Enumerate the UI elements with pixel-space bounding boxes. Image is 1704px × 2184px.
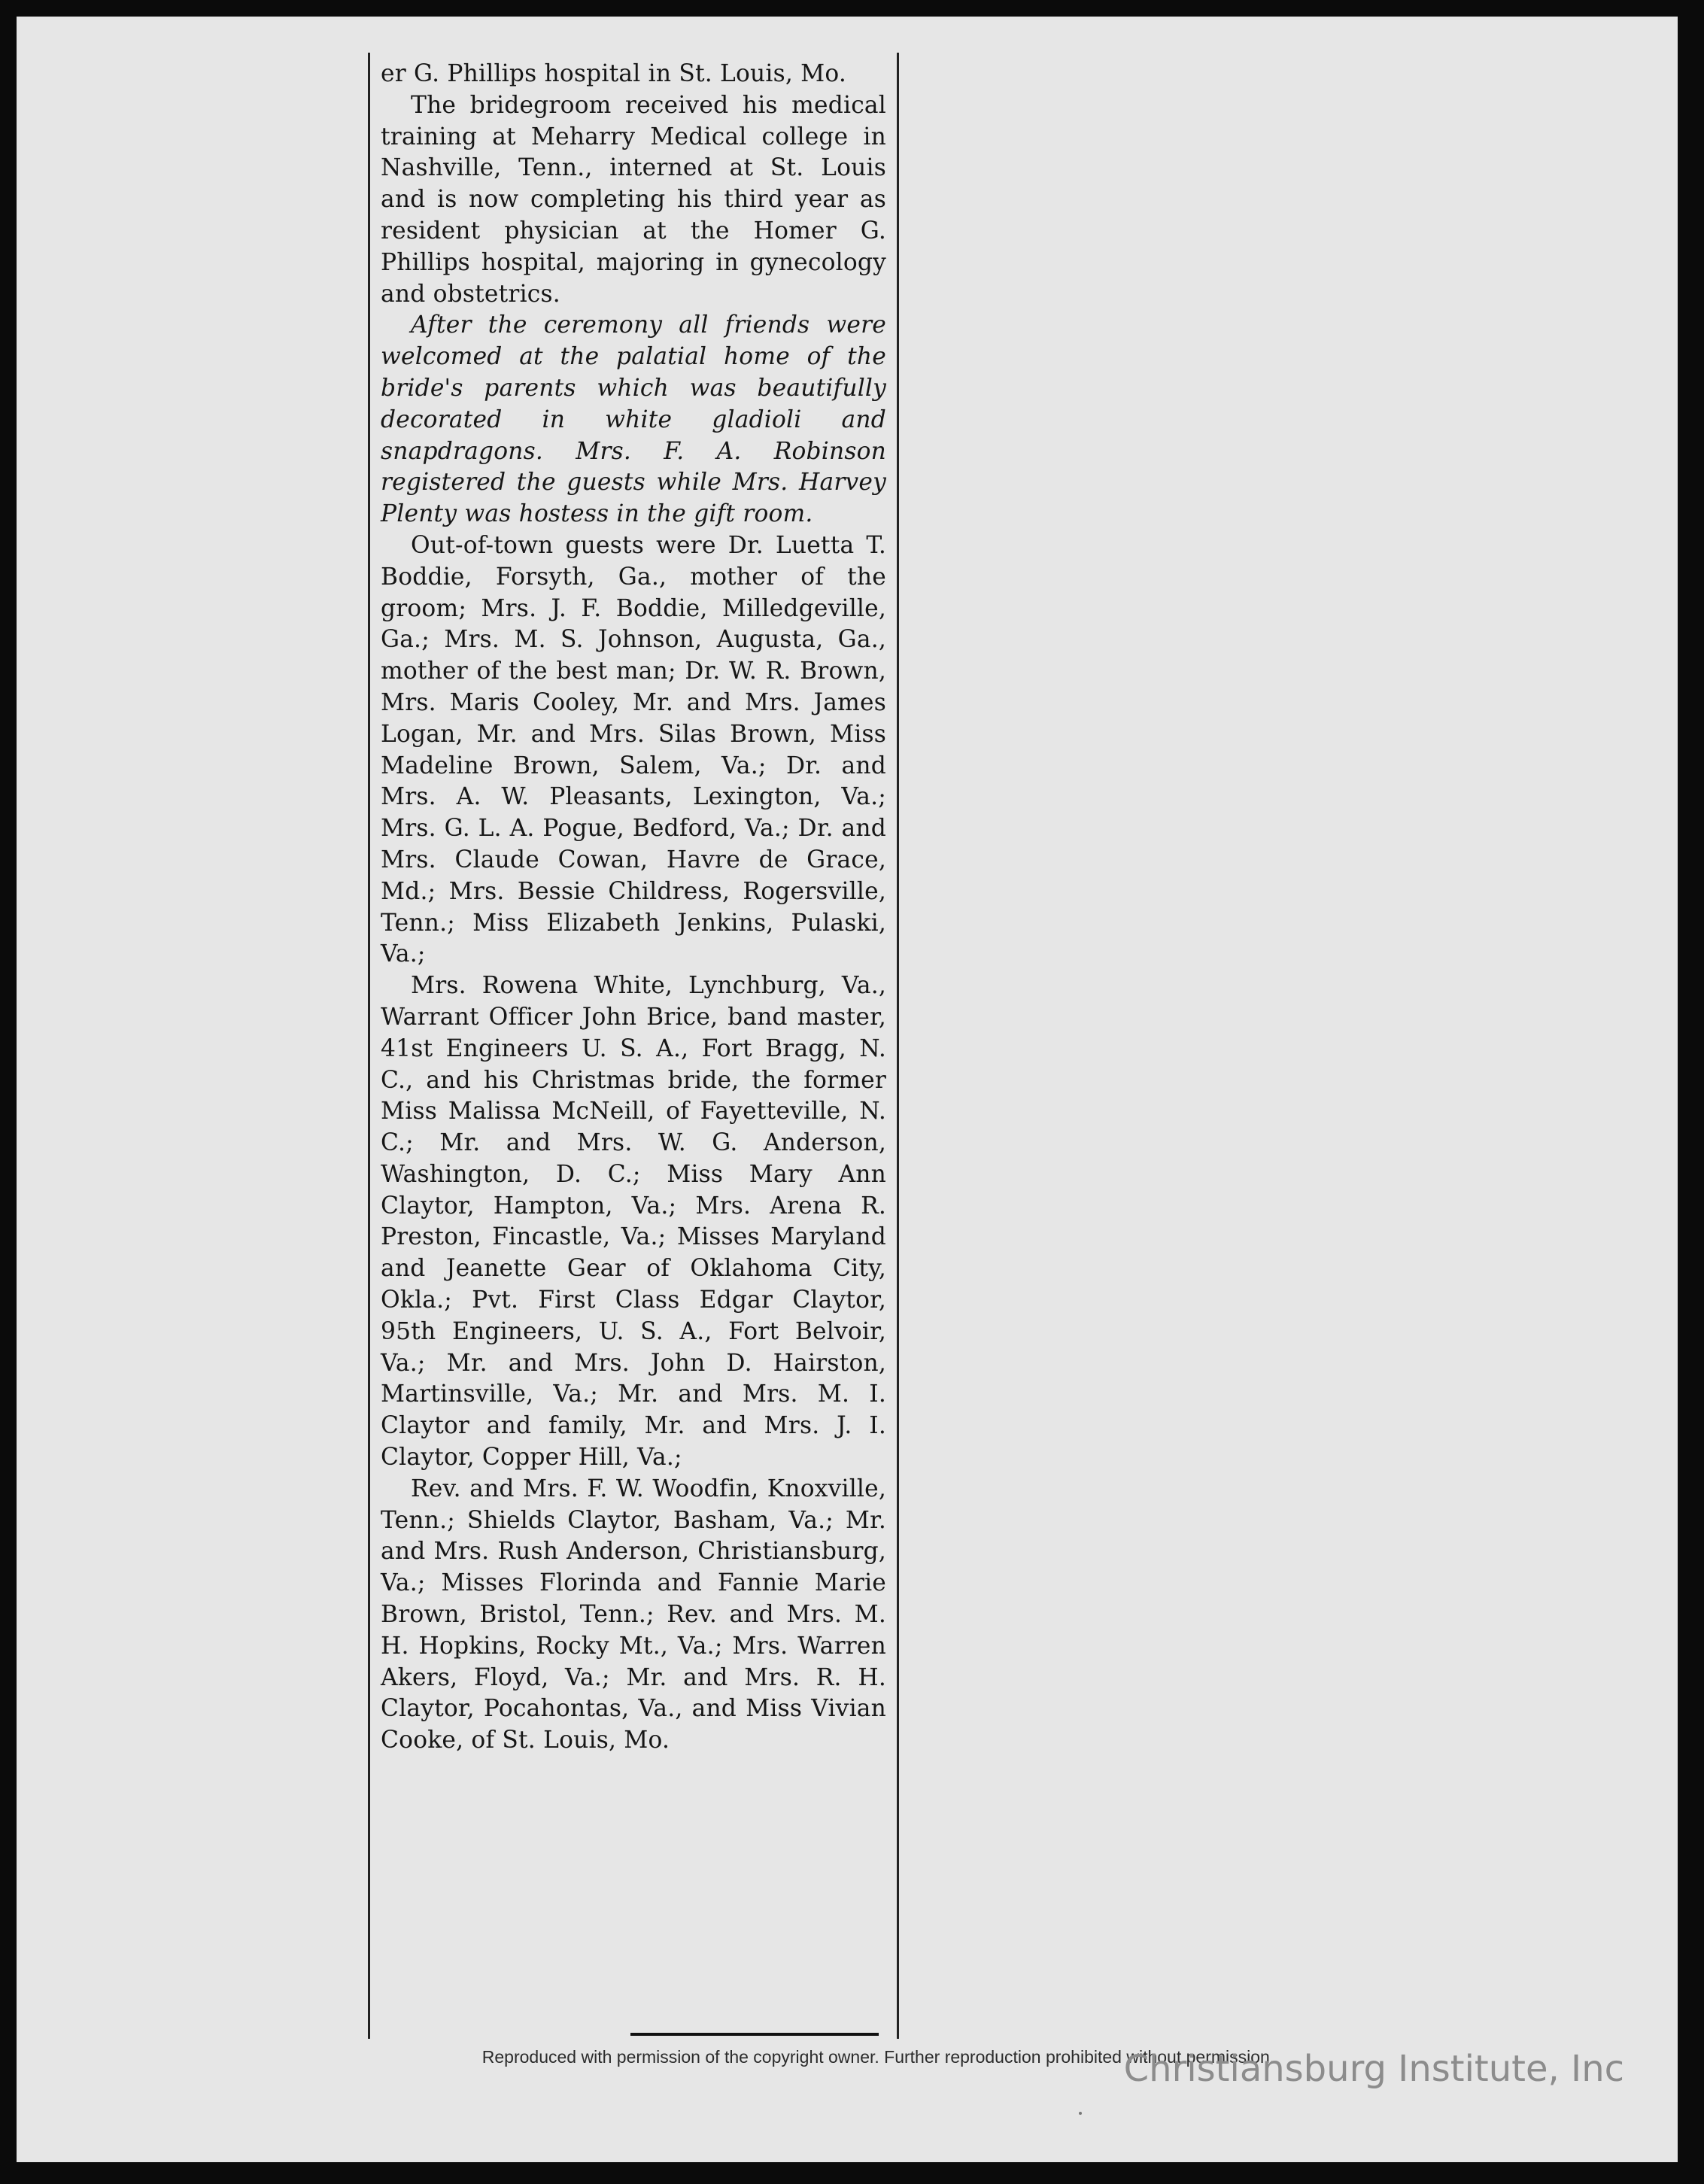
newspaper-clipping [368, 53, 899, 2039]
article-paragraph: er G. Phillips hospital in St. Louis, Mo. [381, 60, 847, 87]
end-of-article-rule [630, 2033, 879, 2036]
scanned-page [17, 17, 1678, 2162]
copyright-permission-note: Reproduced with permission of the copyright owner. Further reproduction prohibited without permission. [481, 2047, 1275, 2067]
institution-watermark: Christiansburg Institute, Inc [1123, 2048, 1624, 2090]
article-paragraph: Out-of-town guests were Dr. Luetta T. Boddie, Forsyth, Ga., mother of the groom; Mrs. J. F. Boddie, Milledgeville, Ga.; Mrs. M. S. Johnson, Augusta, Ga., mother of the best man; Dr. W. R. Brown, Mrs. Maris Cooley, Mr. and Mrs. James Logan, Mr. and Mrs. Silas Brown, Miss Madeline Brown, Salem, Va.; Dr. and Mrs. A. W. Pleasants, Lexington, Va.; Mrs. G. L. A. Pogue, Bedford, Va.; Dr. and Mrs. Claude Cowan, Havre de Grace, Md.; Mrs. Bessie Childress, Rogersville, Tenn.; Miss Elizabeth Jenkins, Pulaski, Va.; [381, 531, 886, 968]
dust-speck [1079, 2112, 1082, 2115]
article-paragraph: The bridegroom received his medical training at Meharry Medical college in Nashville, Tenn., interned at St. Louis and is now completing his third year as resident physician at the Homer G. Phillips hospital, majoring in gynecology and obstetrics. [381, 91, 886, 308]
article-paragraph: Rev. and Mrs. F. W. Woodfin, Knoxville, Tenn.; Shields Claytor, Basham, Va.; Mr. and Mrs. Rush Anderson, Christiansburg, Va.; Misses Florinda and Fannie Marie Brown, Bristol, Tenn.; Rev. and Mrs. M. H. Hopkins, Rocky Mt., Va.; Mrs. Warren Akers, Floyd, Va.; Mr. and Mrs. R. H. Claytor, Pocahontas, Va., and Miss Vivian Cooke, of St. Louis, Mo. [381, 1475, 886, 1754]
article-paragraph: Mrs. Rowena White, Lynchburg, Va., Warrant Officer John Brice, band master, 41st Engineers U. S. A., Fort Bragg, N. C., and his Christmas bride, the former Miss Malissa McNeill, of Fayetteville, N. C.; Mr. and Mrs. W. G. Anderson, Washington, D. C.; Miss Mary Ann Claytor, Hampton, Va.; Mrs. Arena R. Preston, Fincastle, Va.; Misses Maryland and Jeanette Gear of Oklahoma City, Okla.; Pvt. First Class Edgar Claytor, 95th Engineers, U. S. A., Fort Belvoir, Va.; Mr. and Mrs. John D. Hairston, Martinsville, Va.; Mr. and Mrs. M. I. Claytor and family, Mr. and Mrs. J. I. Claytor, Copper Hill, Va.; [381, 972, 886, 1472]
article-paragraph: After the ceremony all friends were welcomed at the palatial home of the bride's parents which was beautifully decorated in white gladioli and snapdragons. Mrs. F. A. Robinson registered the guests while Mrs. Harvey Plenty was hostess in the gift room. [381, 311, 886, 528]
